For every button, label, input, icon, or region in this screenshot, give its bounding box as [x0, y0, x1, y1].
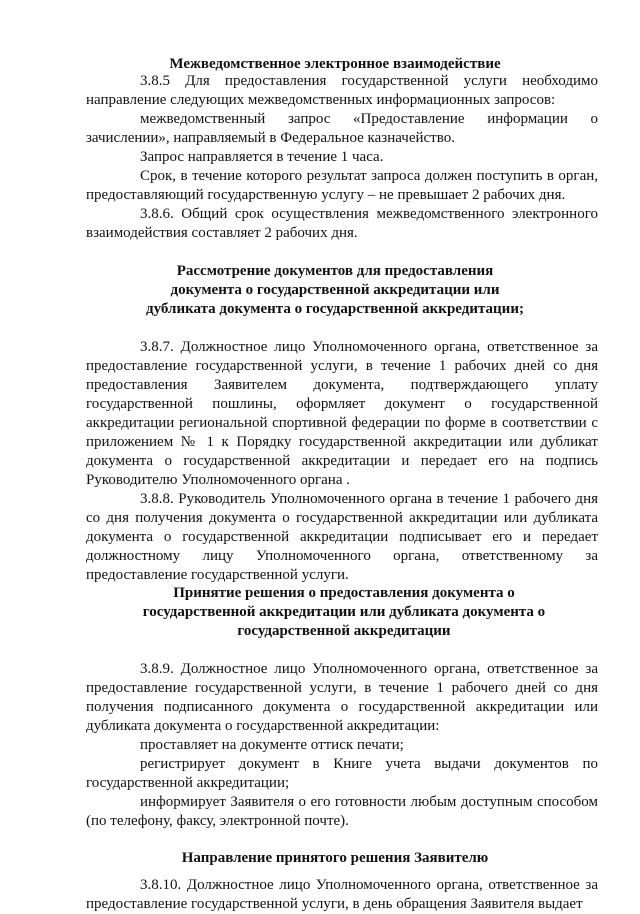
paragraph: регистрирует документ в Книге учета выдачи документов по государственной аккредитации; — [86, 756, 598, 791]
paragraph: 3.8.5 Для предоставления государственной услуги необходимо направление следующих межведомственных информационных запросов: — [86, 73, 598, 108]
paragraph: 3.8.9. Должностное лицо Уполномоченного органа, ответственное за предоставление государственной услуги, в течение 1 рабочего дней со дня получения подписанного документа о государственной аккредитации или дубликата документа о государственной аккредитации: — [86, 661, 598, 734]
section-heading: Рассмотрение документов для предоставления документа о государственной аккредитации или дубликата документа о государственной аккредитации; — [146, 263, 524, 317]
paragraph: 3.8.7. Должностное лицо Уполномоченного органа, ответственное за предоставление государственной услуги, в течение 1 рабочих дней со дня предоставления Заявителем документа, подтверждающего уплату государственной пошлины, оформляет документ о государственной аккредитации региональной спортивной федерации по форме в соответствии с приложением № 1 к Порядку государственной аккредитации или дубликат документа о государственной аккредитации и передает его на подпись Руководителю Уполномоченного органа . — [86, 339, 598, 488]
paragraph: Срок, в течение которого результат запроса должен поступить в орган, предоставляющий государственную услугу – не превышает 2 рабочих дня. — [86, 168, 598, 203]
paragraph: 3.8.10. Должностное лицо Уполномоченного органа, ответственное за предоставление государственной услуги, в день обращения Заявителя выдает — [86, 877, 598, 912]
paragraph: межведомственный запрос «Предоставление информации о зачислении», направляемый в Федеральное казначейство. — [86, 111, 598, 146]
paragraph: проставляет на документе оттиск печати; — [140, 737, 404, 753]
paragraph: 3.8.6. Общий срок осуществления межведомственного электронного взаимодействия составляет 2 рабочих дня. — [86, 206, 598, 241]
paragraph: информирует Заявителя о его готовности любым доступным способом (по телефону, факсу, электронной почте). — [86, 794, 598, 829]
section-heading: Направление принятого решения Заявителю — [181, 850, 489, 866]
paragraph: 3.8.8. Руководитель Уполномоченного органа в течение 1 рабочего дня со дня получения документа о государственной аккредитации или дубликата документа о государственной аккредитации подписывает его и передает должностному лицу Уполномоченного органа, ответственному за предоставление государственной услуги. — [86, 491, 598, 583]
section-heading: Принятие решения о предоставления документа о государственной аккредитации или дубликата документа о государственной аккредитации — [142, 585, 546, 639]
paragraph: Запрос направляется в течение 1 часа. — [140, 149, 384, 165]
section-heading: Межведомственное электронное взаимодействие — [169, 56, 501, 72]
